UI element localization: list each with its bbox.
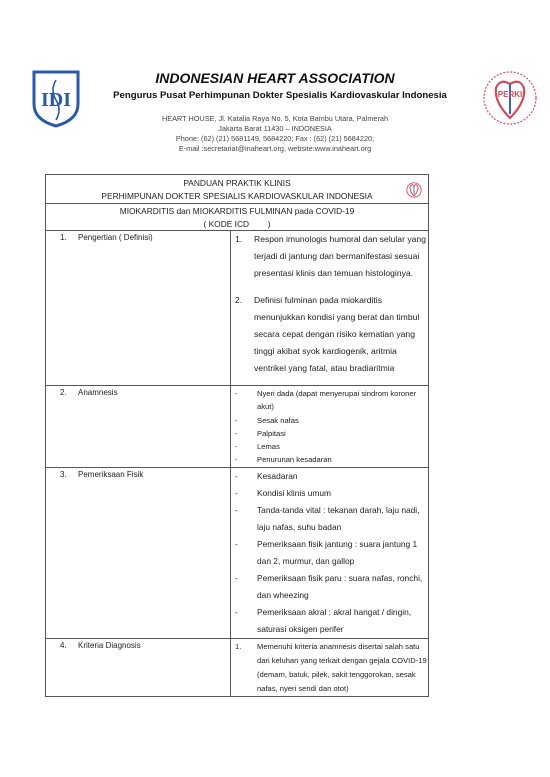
- org-title: INDONESIAN HEART ASSOCIATION: [155, 70, 395, 86]
- section-diagnosis-criteria: [46, 638, 429, 696]
- list-item: [231, 604, 428, 638]
- list-item: [231, 453, 428, 466]
- item-line: Kesadaran: [257, 470, 298, 481]
- item-line: Sesak nafas: [257, 415, 299, 425]
- item-line: tinggi akibat syok kardiogenik, aritmia: [254, 346, 397, 356]
- item-marker: -: [235, 389, 238, 398]
- section-title: Kriteria Diagnosis: [78, 640, 141, 650]
- list-item: [231, 231, 428, 282]
- doc-header-line-4: ( KODE ICD ): [203, 218, 271, 229]
- item-line: secara cepat dengan risiko kematian yang: [254, 329, 415, 339]
- section-title: Pemeriksaan Fisik: [78, 469, 144, 479]
- item-marker: 2.: [235, 295, 243, 305]
- item-line: Palpitasi: [257, 428, 286, 438]
- item-line: menunjukkan kondisi yang berat dan timbul: [254, 312, 420, 322]
- item-marker: -: [235, 442, 238, 452]
- item-marker: 1.: [235, 234, 243, 244]
- doc-header-line-3: MIOKARDITIS dan MIOKARDITIS FULMINAN pada COVID-19: [119, 206, 355, 216]
- perki-logo-text: PERKI: [497, 90, 523, 99]
- section-number: 1.: [60, 233, 67, 242]
- section-content: [231, 467, 429, 638]
- section-title: Pengertian ( Definisi): [78, 233, 153, 242]
- section-label: [46, 231, 231, 386]
- item-line: nafas, nyeri sendi dan otot): [257, 683, 349, 693]
- item-marker: 1.: [235, 641, 242, 651]
- item-line: Pemeriksaan fisik paru : suara nafas, ronchi,: [257, 572, 423, 583]
- item-marker: -: [235, 606, 238, 617]
- list-item: [231, 485, 428, 502]
- list-item: [231, 427, 428, 440]
- list-item: [231, 414, 428, 427]
- address-line-1: HEART HOUSE, Jl. Katalia Raya No. 5, Kota Bambu Utara, Palmerah: [161, 114, 389, 123]
- idi-logo-text: IDI: [40, 89, 72, 111]
- item-line: Memenuhi kriteria anamnesis disertai salah satu: [257, 641, 420, 651]
- section-content: [231, 638, 429, 696]
- item-line: saturasi oksigen perifer: [257, 623, 344, 634]
- item-marker: -: [235, 455, 238, 465]
- section-title: Anamnesis: [78, 388, 118, 397]
- item-marker: -: [235, 538, 238, 549]
- doc-header-line-2: PERHIMPUNAN DOKTER SPESIALIS KARDIOVASKULAR INDONESIA: [101, 190, 373, 201]
- item-line: Respon imunologis humoral dan selular yang: [254, 234, 426, 244]
- item-marker: -: [235, 415, 238, 425]
- list-item: [231, 502, 428, 536]
- list-item: [231, 292, 428, 377]
- section-label: [46, 467, 231, 638]
- item-line: Kondisi klinis umum: [257, 487, 332, 498]
- address-line-2: Jakarta Barat 11430 – INDONESIA: [218, 124, 332, 133]
- section-number: 3.: [60, 469, 67, 479]
- address-line-4: E-mail :secretariat@inaheart.org, website:www.inaheart.org: [178, 144, 372, 153]
- item-line: Penurunan kesadaran: [257, 455, 332, 465]
- list-item: [231, 536, 428, 570]
- item-line: Definisi fulminan pada miokarditis: [254, 295, 383, 305]
- item-line: Tanda-tanda vital : tekanan darah, laju nadi,: [257, 504, 420, 515]
- item-marker: -: [235, 428, 238, 438]
- section-definition: [46, 231, 429, 386]
- section-number: 2.: [60, 388, 67, 397]
- guideline-table: [45, 174, 429, 697]
- item-line: ventrikel yang fatal, atau bradiaritmia: [254, 363, 395, 373]
- item-line: akut): [257, 402, 274, 412]
- item-line: presentasi klinis dan temuan histologinya.: [254, 268, 414, 278]
- item-marker: -: [235, 487, 238, 498]
- item-line: (demam, batuk, pilek, sakit tenggorokan, sesak: [257, 669, 416, 679]
- doc-topic: [46, 204, 429, 231]
- section-physical-exam: [46, 467, 429, 638]
- doc-header-line-1: PANDUAN PRAKTIK KLINIS: [183, 178, 291, 188]
- item-marker: -: [235, 504, 238, 515]
- item-marker: -: [235, 572, 238, 583]
- perki-logo: [480, 62, 540, 138]
- address-line-3: Phone: (62) (21) 5681149, 5684220; Fax : (62) (21) 5684220;: [175, 134, 375, 143]
- list-item: [231, 387, 428, 414]
- item-marker: -: [235, 470, 238, 481]
- doc-header: [46, 175, 429, 204]
- section-label: [46, 386, 231, 468]
- item-line: dan wheezing: [257, 589, 309, 600]
- item-line: dan 2, murmur, dan gallop: [257, 555, 355, 566]
- item-line: Lemas: [257, 442, 280, 452]
- perki-small-logo: [406, 179, 422, 201]
- item-line: Nyeri dada (dapat menyerupai sindrom koroner: [257, 389, 417, 398]
- list-item: [231, 640, 428, 696]
- list-item: [231, 468, 428, 485]
- section-anamnesis: [46, 386, 429, 468]
- item-line: Pemeriksaan akral : akral hangat / dingin,: [257, 606, 412, 617]
- list-item: [231, 440, 428, 453]
- section-content: [231, 386, 429, 468]
- section-number: 4.: [60, 640, 67, 650]
- list-item: [231, 570, 428, 604]
- section-label: [46, 638, 231, 696]
- item-line: terjadi di jantung dan bermanifestasi sesuai: [254, 251, 420, 261]
- org-subtitle: Pengurus Pusat Perhimpunan Dokter Spesialis Kardiovaskular Indonesia: [113, 90, 447, 101]
- item-line: Pemeriksaan fisik jantung : suara jantung 1: [257, 538, 418, 549]
- section-content: [231, 231, 429, 386]
- item-line: dari keluhan yang terkait dengan gejala COVID-19: [257, 655, 427, 665]
- item-line: laju nafas, suhu badan: [257, 521, 342, 532]
